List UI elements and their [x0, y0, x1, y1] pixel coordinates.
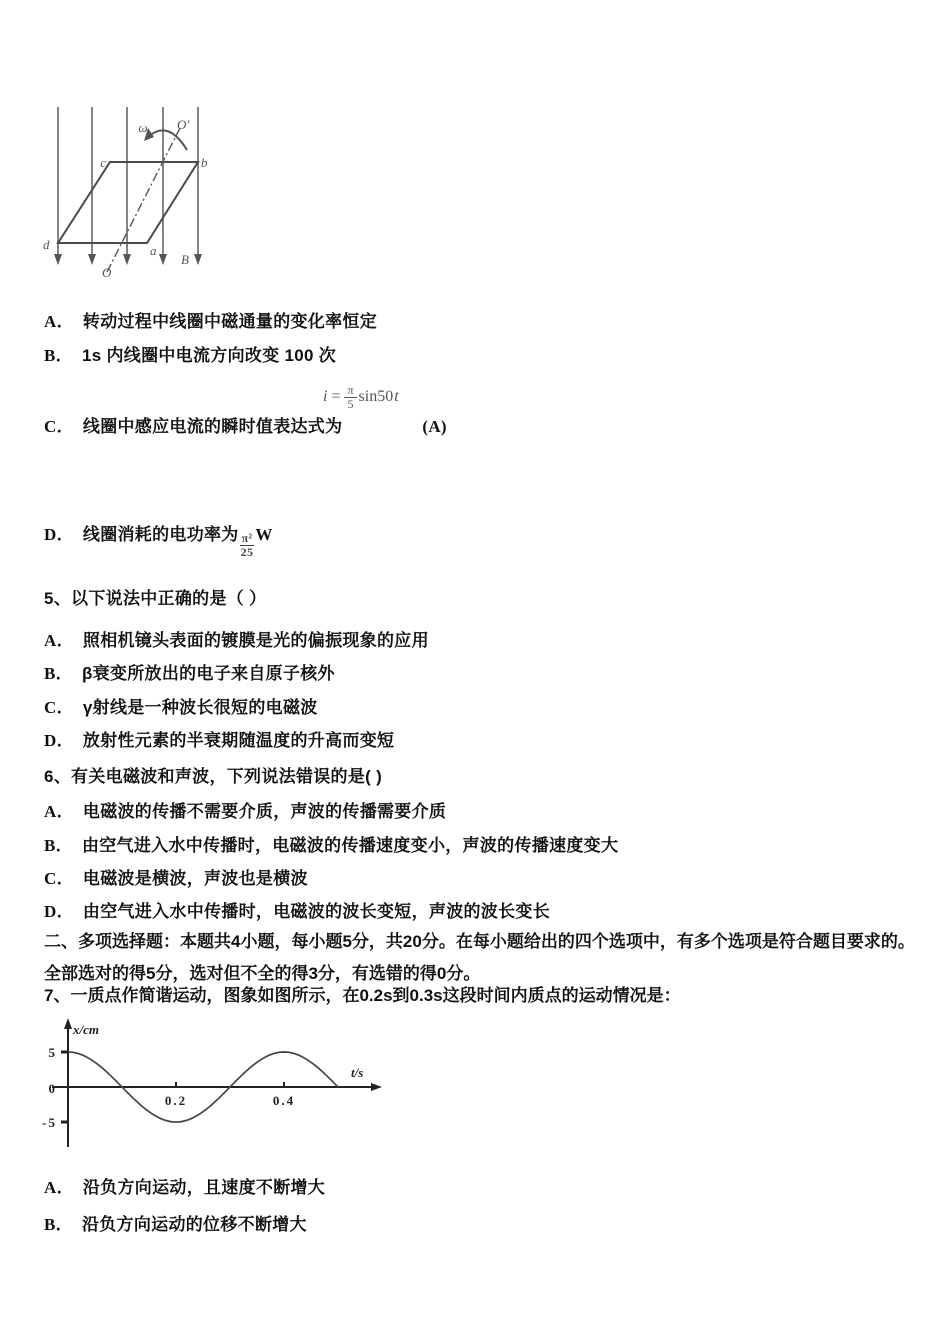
- oscillation-graph: [40, 1015, 390, 1155]
- x-axis-arrowhead: [371, 1083, 382, 1091]
- option-label: D．: [44, 902, 74, 921]
- power-fraction: [240, 532, 255, 558]
- field-line-arrowheads: [54, 254, 202, 265]
- option-text: γ射线是一种波长很短的电磁波: [82, 698, 318, 717]
- section-header-text: 全部选对的得5分，选对但不全的得3分，有选错的得0分。: [44, 964, 481, 983]
- option-text: 1s 内线圈中电流方向改变 100 次: [81, 346, 337, 365]
- option-label: D．: [44, 731, 74, 750]
- section2-header-line1: [44, 931, 915, 953]
- q5-stem: [44, 588, 266, 610]
- y-axis-arrowhead: [64, 1018, 72, 1029]
- power-fraction-denominator: 25: [240, 544, 254, 559]
- option-label: A．: [44, 631, 74, 650]
- q4-option-d: [44, 524, 273, 558]
- option-label: B．: [44, 664, 73, 683]
- axis-o-label: O: [102, 265, 112, 280]
- option-label: B．: [44, 836, 73, 855]
- x-tick-label-04: 0.4: [272, 1093, 296, 1108]
- current-formula: [323, 384, 399, 410]
- question-stem-text: 6、有关电磁波和声波，下列说法错误的是( ): [44, 767, 383, 786]
- q7-option-b: [44, 1214, 307, 1236]
- section-header-text: 二、多项选择题：本题共4小题，每小题5分，共20分。在每小题给出的四个选项中，有多个选项是符合题目要求的。: [44, 932, 915, 951]
- option-label: C．: [44, 869, 74, 888]
- option-text: 线圈消耗的电功率为: [82, 525, 239, 544]
- option-text: 沿负方向运动的位移不断增大: [81, 1215, 307, 1234]
- field-b-label: B: [181, 252, 189, 267]
- q5-option-a: [44, 630, 429, 652]
- corner-a-label: a: [150, 243, 157, 258]
- option-text: 电磁波是横波，声波也是横波: [82, 869, 308, 888]
- rotation-axis: [107, 128, 180, 272]
- q4-option-c: [44, 416, 447, 438]
- q6-option-a: [44, 801, 446, 823]
- question-stem-text: 7、一质点作简谐运动，图象如图所示，在0.2s到0.3s这段时间内质点的运动情况是：: [44, 986, 681, 1005]
- q5-option-d: [44, 730, 394, 752]
- x-axis-label: t/s: [351, 1065, 364, 1080]
- option-text: 电磁波的传播不需要介质，声波的传播需要介质: [82, 802, 447, 821]
- corner-b-label: b: [201, 155, 208, 170]
- question-stem-text: 5、以下说法中正确的是（ ）: [44, 589, 267, 608]
- option-label: A．: [44, 312, 74, 331]
- q6-option-b: [44, 835, 618, 857]
- formula-i: i: [323, 388, 328, 406]
- o-prime-label: O′: [177, 117, 190, 132]
- corner-d-label: d: [43, 237, 50, 252]
- q6-stem: [44, 766, 382, 788]
- option-unit-suffix: (A): [422, 417, 447, 436]
- fraction-numerator: π: [344, 384, 356, 398]
- formula-equals: =: [331, 388, 341, 406]
- q6-option-d: [44, 901, 550, 923]
- option-text: 照相机镜头表面的镀膜是光的偏振现象的应用: [82, 631, 429, 650]
- option-text: β衰变所放出的电子来自原子核外: [81, 664, 335, 683]
- y-tick-label-5: 5: [48, 1045, 57, 1060]
- formula-fraction: [344, 384, 356, 410]
- y-axis-label: x/cm: [73, 1022, 99, 1037]
- omega-label: ω: [138, 120, 148, 135]
- q4-option-b: [44, 345, 336, 367]
- option-label: B．: [44, 1215, 73, 1234]
- fraction-denominator: 5: [347, 396, 354, 411]
- origin-label: 0: [48, 1081, 57, 1096]
- option-label: D．: [44, 525, 74, 544]
- formula-t: t: [394, 388, 399, 406]
- corner-c-label: c: [100, 155, 106, 170]
- option-text: 沿负方向运动，且速度不断增大: [82, 1178, 326, 1197]
- option-label: A．: [44, 1178, 74, 1197]
- watt-unit: W: [255, 525, 273, 544]
- rotation-arrow: [148, 130, 187, 150]
- y-tick-label-neg5: -5: [42, 1115, 57, 1130]
- section2-header-line2: [44, 963, 480, 985]
- option-text: 由空气进入水中传播时，电磁波的波长变短，声波的波长变长: [82, 902, 550, 921]
- option-text: 由空气进入水中传播时，电磁波的传播速度变小，声波的传播速度变大: [81, 836, 619, 855]
- option-text: 转动过程中线圈中磁通量的变化率恒定: [82, 312, 377, 331]
- option-text: 线圈中感应电流的瞬时值表达式为: [82, 417, 343, 436]
- q4-option-a: [44, 311, 377, 333]
- q5-option-b: [44, 663, 335, 685]
- q5-option-c: [44, 697, 318, 719]
- option-label: B．: [44, 346, 73, 365]
- option-label: C．: [44, 417, 74, 436]
- option-label: A．: [44, 802, 74, 821]
- coil-rotation-diagram: [40, 95, 225, 290]
- power-fraction-numerator: π²: [241, 531, 253, 545]
- q6-option-c: [44, 868, 308, 890]
- option-text: 放射性元素的半衰期随温度的升高而变短: [82, 731, 395, 750]
- q7-option-a: [44, 1177, 325, 1199]
- option-label: C．: [44, 698, 74, 717]
- q7-stem: [44, 985, 681, 1007]
- formula-sin: sin50: [358, 388, 394, 406]
- x-tick-label-02: 0.2: [164, 1093, 188, 1108]
